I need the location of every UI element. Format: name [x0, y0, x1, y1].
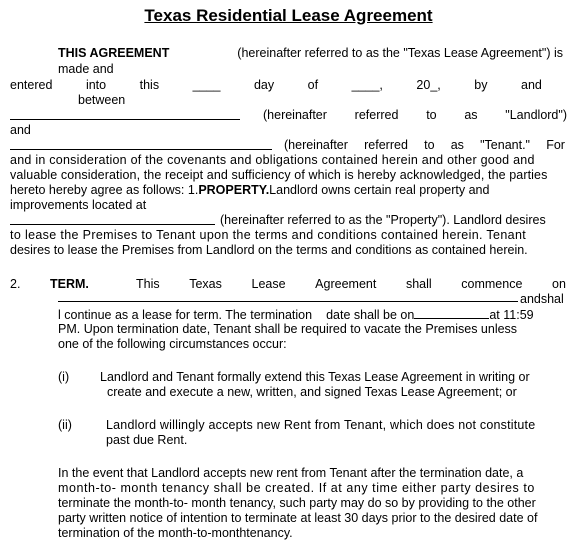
item-ii-marker: (ii): [58, 418, 72, 432]
commence-date-blank: [58, 290, 518, 302]
item-ii-line-2: past due Rent.: [106, 433, 188, 447]
intro-line-14: desires to lease the Premises from Landlord on the terms and conditions as contained herein.: [10, 243, 528, 257]
term-line-2: andshal: [520, 292, 564, 306]
intro-line-6: and: [10, 123, 31, 137]
item-i-line-1: Landlord and Tenant formally extend this Texas Lease Agreement in writing or: [100, 370, 530, 384]
agreement-heading: THIS AGREEMENT: [58, 46, 170, 60]
intro-line-10: hereto hereby agree as follows: 1.PROPERTY.Landlord owns certain real property and: [10, 183, 490, 197]
intro-line-8: and in consideration of the covenants and obligations contained herein and other good and: [10, 153, 535, 167]
intro-line-13: to lease the Premises to Tenant upon the terms and conditions contained herein. Tenant: [10, 228, 527, 242]
term-p2-line-3: terminate the month-to- month tenancy, such party may do so by providing to the other: [58, 496, 536, 510]
term-p2-line-1: In the event that Landlord accepts new rent from Tenant after the termination date, a: [58, 466, 524, 480]
intro-line-1: [58, 46, 563, 60]
property-heading: PROPERTY.: [198, 183, 270, 197]
intro-line-4: between: [78, 93, 126, 107]
tenant-name-blank: [10, 138, 272, 150]
term-p2-line-5: termination of the month-to-monthtenancy.: [58, 526, 293, 540]
month-blank: ____,: [351, 78, 383, 92]
intro-line-1-text: (hereinafter referred to as the "Texas Lease Agreement") is: [237, 46, 563, 60]
document-title: Texas Residential Lease Agreement: [144, 6, 433, 25]
item-i-marker: (i): [58, 370, 70, 384]
landlord-name-blank: [10, 108, 240, 120]
item-i-line-2: create and execute a new, written, and signed Texas Lease Agreement; or: [107, 385, 517, 399]
intro-line-9: valuable consideration, the receipt and sufficiency of which is hereby acknowledged, the parties: [10, 168, 548, 182]
term-heading: TERM.: [50, 277, 89, 291]
year-blank: 20_,: [416, 78, 441, 92]
termination-date-blank: [414, 307, 489, 319]
property-address-blank: [10, 213, 215, 225]
term-line-5: one of the following circumstances occur:: [58, 337, 287, 351]
intro-line-3: entered into this ____ day of ____, 20_, by and: [10, 78, 542, 92]
term-line-4: PM. Upon termination date, Tenant shall be required to vacate the Premises unless: [58, 322, 518, 336]
intro-line-7: (hereinafter referred to as "Tenant." For: [284, 138, 565, 152]
term-p2-line-4: party written notice of intention to terminate at least 30 days prior to the desired date of: [58, 511, 538, 525]
intro-line-5: (hereinafter referred to as "Landlord"): [263, 108, 567, 122]
term-line-3: l continue as a lease for term. The termination date shall be on at 11:59: [58, 308, 534, 322]
intro-line-2: made and: [58, 62, 114, 76]
intro-line-12: (hereinafter referred to as the "Property"). Landlord desires: [220, 213, 546, 227]
intro-line-11: improvements located at: [10, 198, 147, 212]
term-p2-line-2: month-to- month tenancy shall be created. If at any time either party desires to: [58, 481, 535, 495]
term-number: 2.: [10, 277, 21, 291]
term-line-1: This Texas Lease Agreement shall commence on: [136, 277, 566, 291]
item-ii-line-1: Landlord willingly accepts new Rent from Tenant, which does not constitute: [106, 418, 536, 432]
day-blank: ____: [192, 78, 221, 92]
